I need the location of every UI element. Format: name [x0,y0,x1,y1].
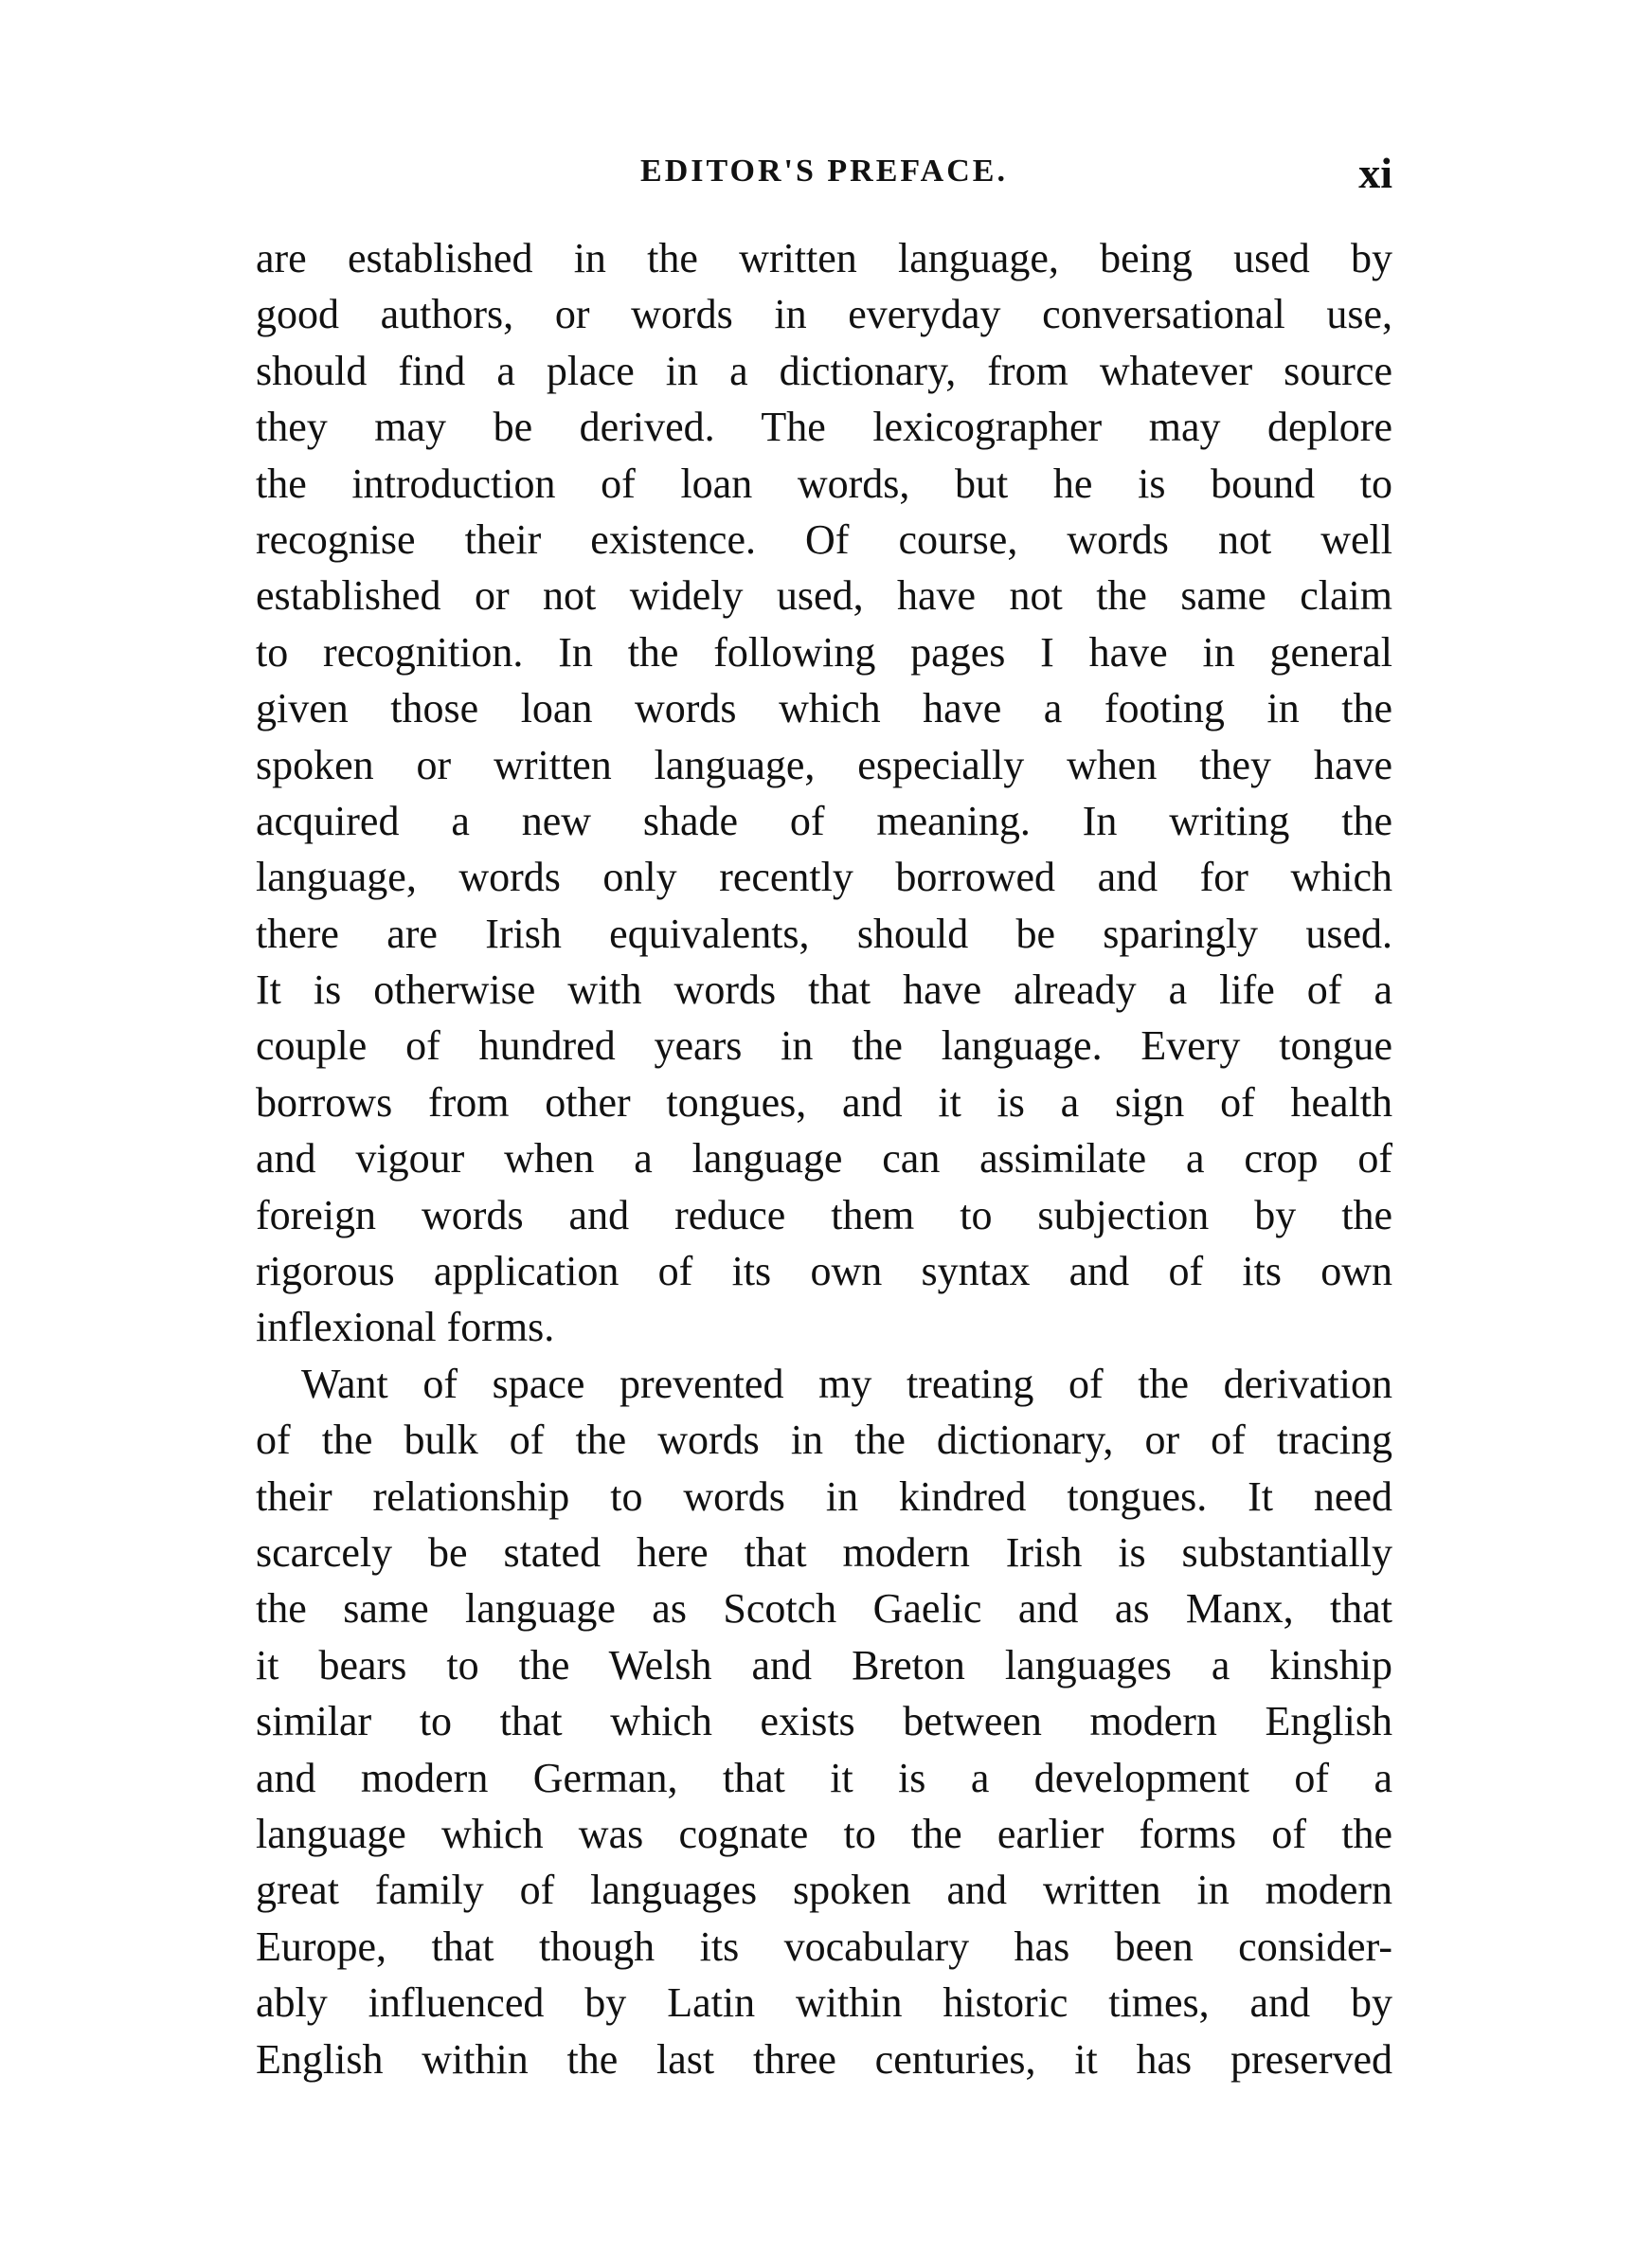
text-line: given those loan words which have a footing in the [256,685,1392,732]
text-line: great family of languages spoken and written in modern [256,1867,1392,1914]
text-line: and vigour when a language can assimilate a crop of [256,1135,1392,1183]
text-line: it bears to the Welsh and Breton languages a kinship [256,1641,1392,1688]
text-line: language which was cognate to the earlier forms of the [256,1810,1392,1857]
text-line: there are Irish equivalents, should be sparingly used. [256,910,1392,957]
text-line: established or not widely used, have not the same claim [256,572,1392,620]
running-head [256,148,1392,205]
text-line: of the bulk of the words in the dictionary, or of tracing [256,1417,1392,1464]
body-text [256,230,1392,2087]
text-line: spoken or written language, especially when they have [256,741,1392,788]
text-line: language, words only recently borrowed and for which [256,854,1392,901]
text-line: similar to that which exists between modern English [256,1698,1392,1745]
text-line: couple of hundred years in the language. Every tongue [256,1022,1392,1070]
text-line: they may be derived. The lexicographer may deplore [256,404,1392,451]
text-line: to recognition. In the following pages I have in general [256,628,1392,676]
text-line: acquired a new shade of meaning. In writing the [256,797,1392,844]
page-number: xi [1358,149,1392,197]
text-line: ably influenced by Latin within historic times, and by [256,1979,1392,2027]
paragraph-end-line: inflexional forms. [256,1304,555,1351]
text-line: and modern German, that it is a development of a [256,1754,1392,1801]
running-title: EDITOR'S PREFACE. [640,153,1008,189]
text-line: Europe, that though its vocabulary has been consider- [256,1923,1392,1970]
text-line: good authors, or words in everyday conversational use, [256,291,1392,338]
text-line: It is otherwise with words that have already a life of a [256,966,1392,1014]
text-line: recognise their existence. Of course, words not well [256,515,1392,563]
text-line: the same language as Scotch Gaelic and as Manx, that [256,1585,1392,1633]
text-line: foreign words and reduce them to subjection by the [256,1191,1392,1238]
text-line: are established in the written language, being used by [256,235,1392,281]
text-line: rigorous application of its own syntax and of its own [256,1248,1392,1295]
text-line: scarcely be stated here that modern Irish is substantially [256,1528,1392,1576]
text-line: English within the last three centuries, it has preserved [256,2035,1392,2083]
paragraph-start-line: Want of space prevented my treating of the derivation [301,1360,1392,1407]
text-line: the introduction of loan words, but he is bound to [256,460,1392,507]
text-line: should find a place in a dictionary, from whatever source [256,347,1392,394]
text-line: borrows from other tongues, and it is a sign of health [256,1078,1392,1126]
text-line: their relationship to words in kindred tongues. It need [256,1472,1392,1520]
